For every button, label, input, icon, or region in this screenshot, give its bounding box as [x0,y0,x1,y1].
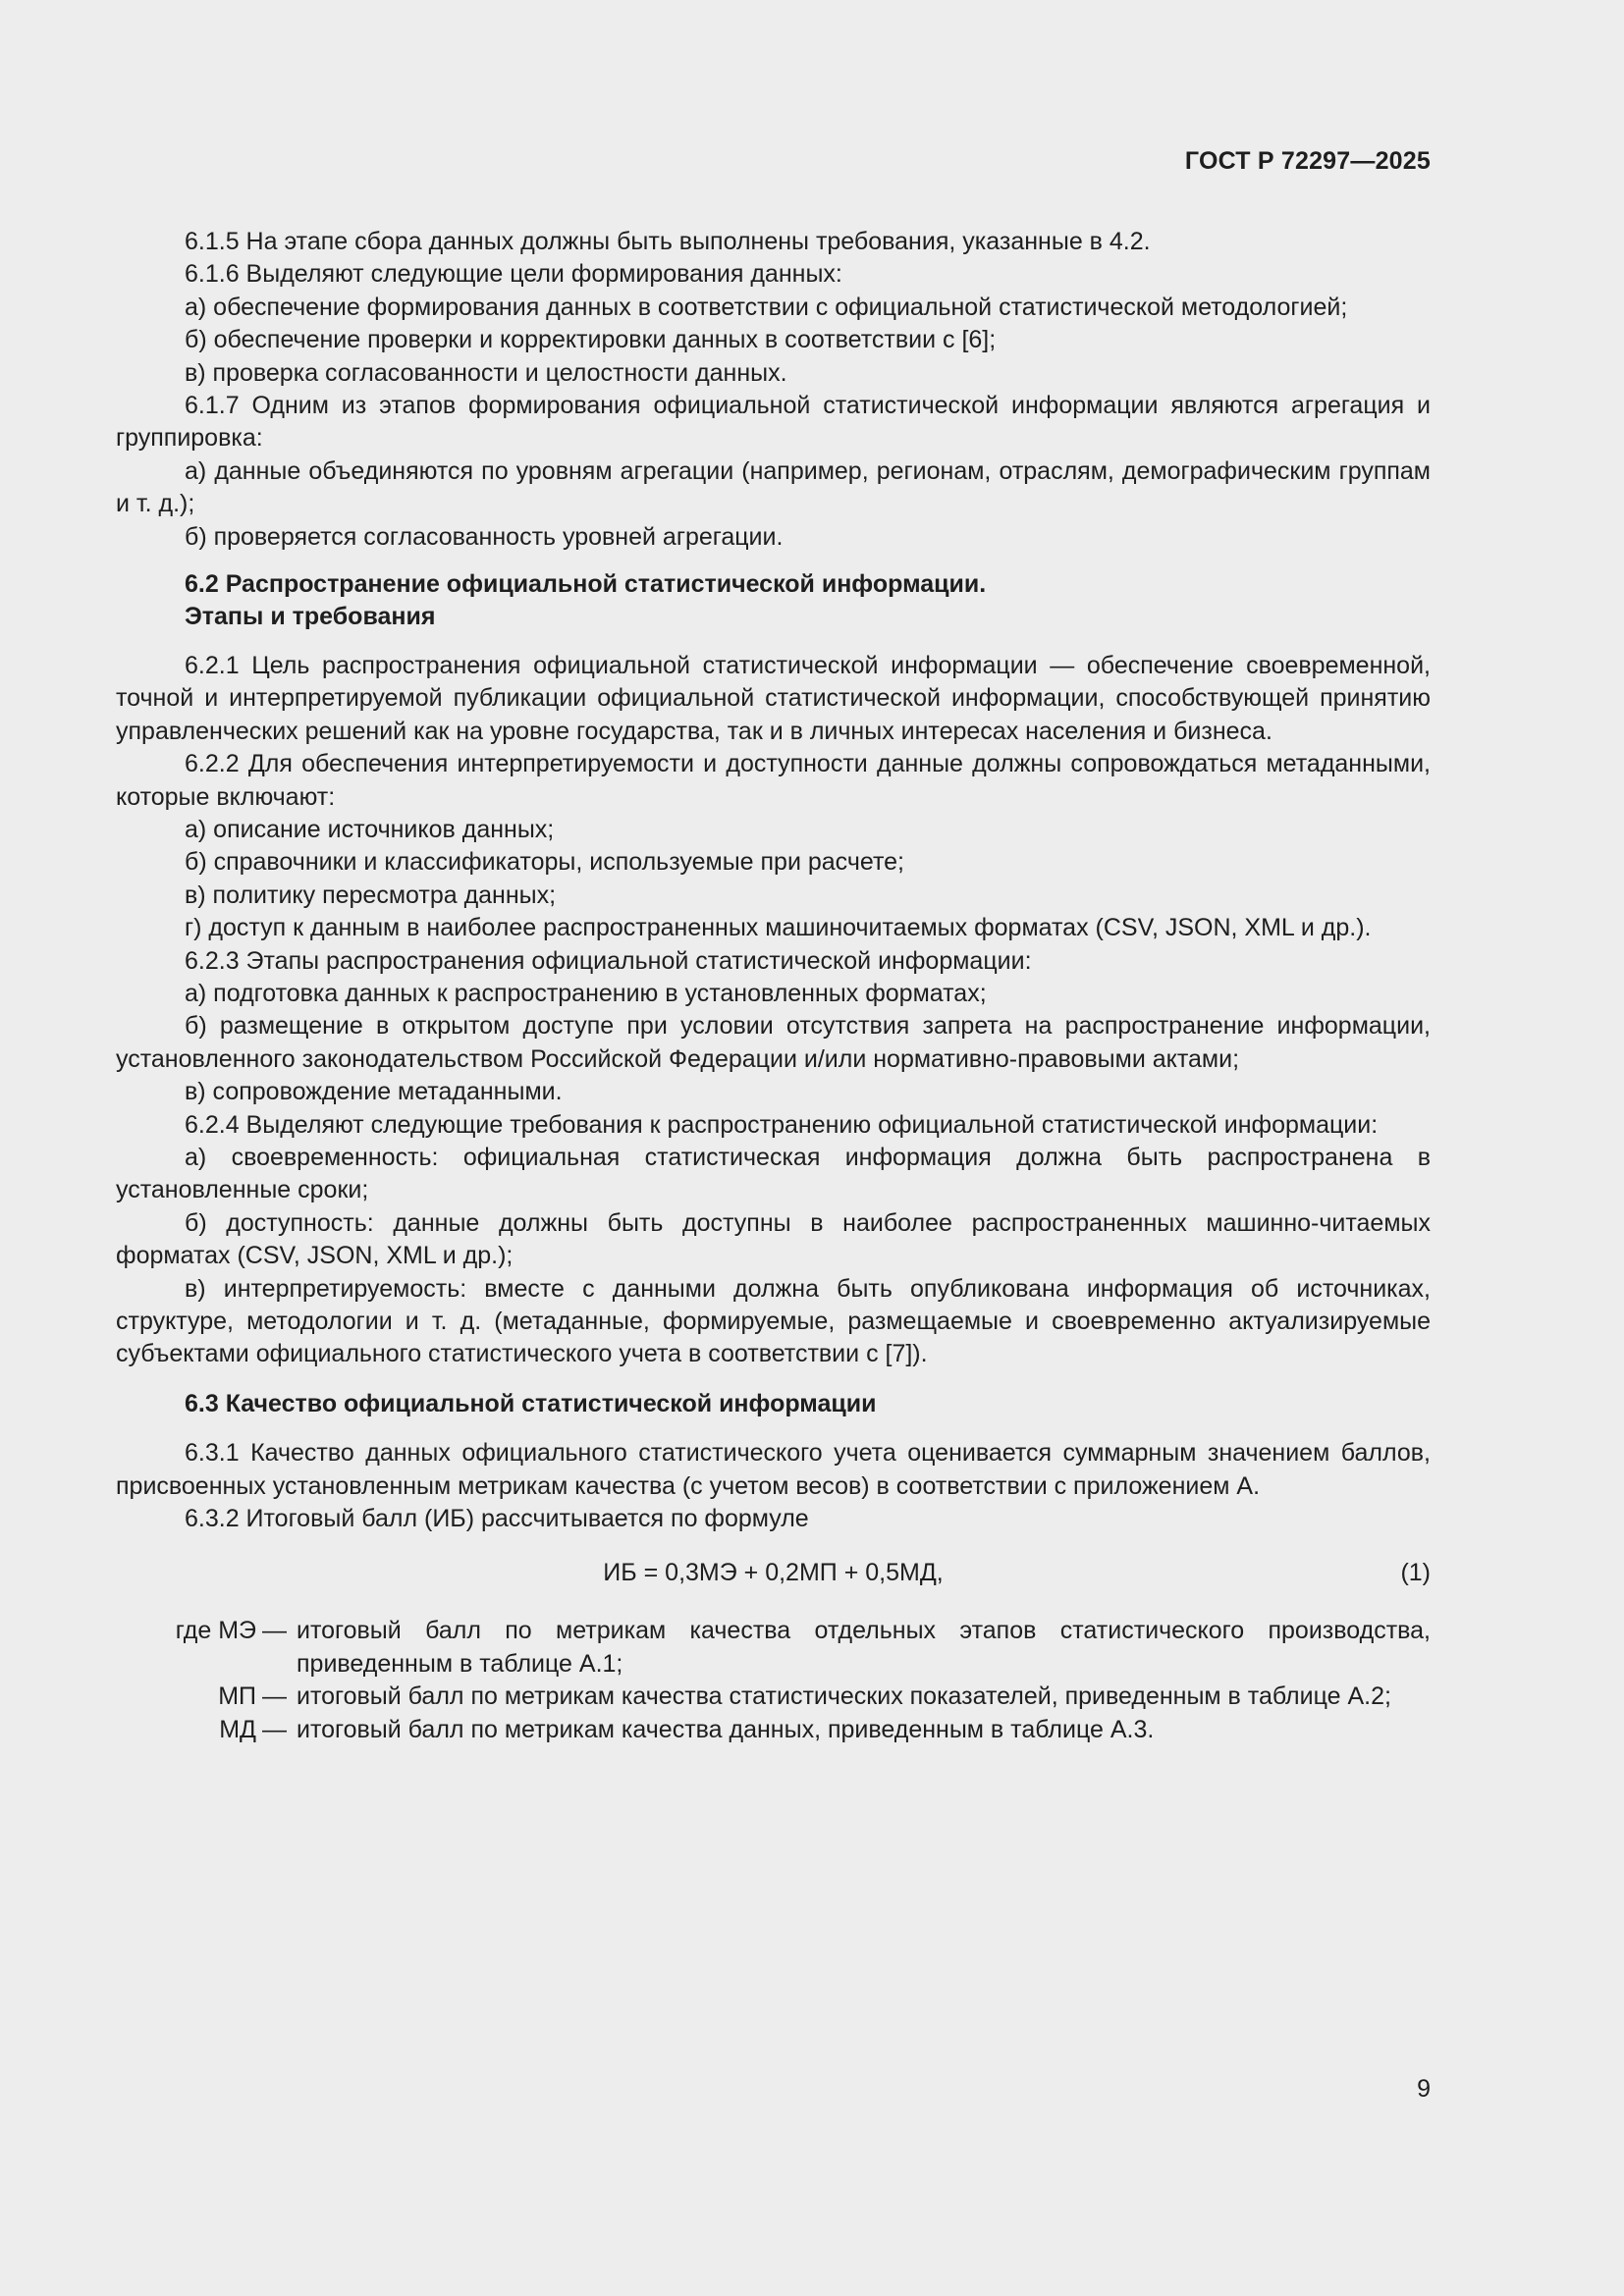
list-item-6-2-4-c: в) интерпретируемость: вместе с данными должна быть опубликована информация об источниках, структуре, методологии и т. д. (метаданные, формируемые, размещаемые и своевременно актуализируемые субъектами официального статистического учета в соответствии с [7]). [116,1274,1431,1368]
section-heading-6-2-line1: 6.2 Распространение официальной статистической информации. [185,570,987,599]
section-heading-6-2 [185,568,1431,634]
standard-code-header: ГОСТ Р 72297—2025 [1184,147,1431,175]
definition-term: где МЭ [175,1617,256,1645]
definition-row [116,1714,1431,1746]
list-item-6-2-3-c: в) сопровождение метаданными. [185,1078,563,1106]
paragraph-6-1-6: 6.1.6 Выделяют следующие цели формирования данных: [185,260,842,289]
formula-number: (1) [1400,1559,1431,1587]
paragraph-6-2-2: 6.2.2 Для обеспечения интерпретируемости и доступности данные должны сопровождаться метаданными, которые включают: [116,750,1431,811]
paragraph-6-2-1: 6.2.1 Цель распространения официальной статистической информации — обеспечение своевременной, точной и интерпретируемой публикации официальной статистической информации, способствующей принятию управленческих решений как на уровне государства, так и в личных интересах населения и бизнеса. [116,651,1431,745]
paragraph-6-1-7: 6.1.7 Одним из этапов формирования официальной статистической информации являются агрегация и группировка: [116,392,1431,453]
formula-block [116,1557,1431,1590]
paragraph-6-3-2: 6.3.2 Итоговый балл (ИБ) рассчитывается по формуле [185,1505,809,1533]
list-item-6-2-2-c: в) политику пересмотра данных; [185,881,557,909]
section-heading-6-3: 6.3 Качество официальной статистической информации [185,1389,877,1417]
list-item-6-2-2-b: б) справочники и классификаторы, используемые при расчете; [185,848,905,877]
list-item-6-2-2-a: а) описание источников данных; [185,815,555,843]
formula-expression: ИБ = 0,3МЭ + 0,2МП + 0,5МД, [603,1559,944,1587]
definition-row [116,1615,1431,1681]
definition-term: МП [218,1682,256,1711]
page-body [116,226,1431,1746]
list-item-6-2-4-b: б) доступность: данные должны быть доступны в наиболее распространенных машинно-читаемых форматах (CSV, JSON, XML и др.); [116,1208,1431,1270]
list-item-6-1-7-a: а) данные объединяются по уровням агрегации (например, регионам, отраслям, демографическим группам и т. д.); [116,456,1431,518]
paragraph-6-1-5: 6.1.5 На этапе сбора данных должны быть выполнены требования, указанные в 4.2. [185,228,1151,255]
page-number: 9 [1417,2075,1431,2103]
formula-definitions [116,1615,1431,1746]
definition-dash: — [262,1617,287,1645]
list-item-6-2-3-a: а) подготовка данных к распространению в установленных форматах; [185,979,987,1007]
definition-text: итоговый балл по метрикам качества отдельных этапов статистического производства, приведенным в таблице А.1; [297,1617,1431,1678]
list-item-6-2-3-b: б) размещение в открытом доступе при условии отсутствия запрета на распространение информации, установленного законодательством Российской Федерации и/или нормативно-правовыми актами; [116,1012,1431,1073]
definition-text: итоговый балл по метрикам качества статистических показателей, приведенным в таблице А.2; [297,1682,1391,1711]
list-item-6-2-4-a: а) своевременность: официальная статистическая информация должна быть распространена в установленные сроки; [116,1143,1431,1204]
definition-dash: — [262,1715,287,1743]
list-item-6-1-6-b: б) обеспечение проверки и корректировки данных в соответствии с [6]; [185,326,997,354]
definition-dash: — [262,1682,287,1711]
list-item-6-2-2-d: г) доступ к данным в наиболее распространенных машиночитаемых форматах (CSV, JSON, XML и др.). [185,914,1372,942]
list-item-6-1-7-b: б) проверяется согласованность уровней агрегации. [185,522,784,551]
list-item-6-1-6-a: а) обеспечение формирования данных в соответствии с официальной статистической методологией; [185,293,1348,321]
section-heading-6-2-line2: Этапы и требования [185,603,436,631]
paragraph-6-2-4: 6.2.4 Выделяют следующие требования к распространению официальной статистической информации: [185,1110,1379,1139]
definition-text: итоговый балл по метрикам качества данных, приведенным в таблице А.3. [297,1715,1155,1743]
definition-row [116,1681,1431,1713]
definition-term: МД [219,1715,256,1743]
list-item-6-1-6-c: в) проверка согласованности и целостности данных. [185,358,787,387]
paragraph-6-2-3: 6.2.3 Этапы распространения официальной статистической информации: [185,946,1032,975]
paragraph-6-3-1: 6.3.1 Качество данных официального статистического учета оценивается суммарным значением баллов, присвоенных установленным метрикам качества (с учетом весов) в соответствии с приложением А. [116,1439,1431,1500]
